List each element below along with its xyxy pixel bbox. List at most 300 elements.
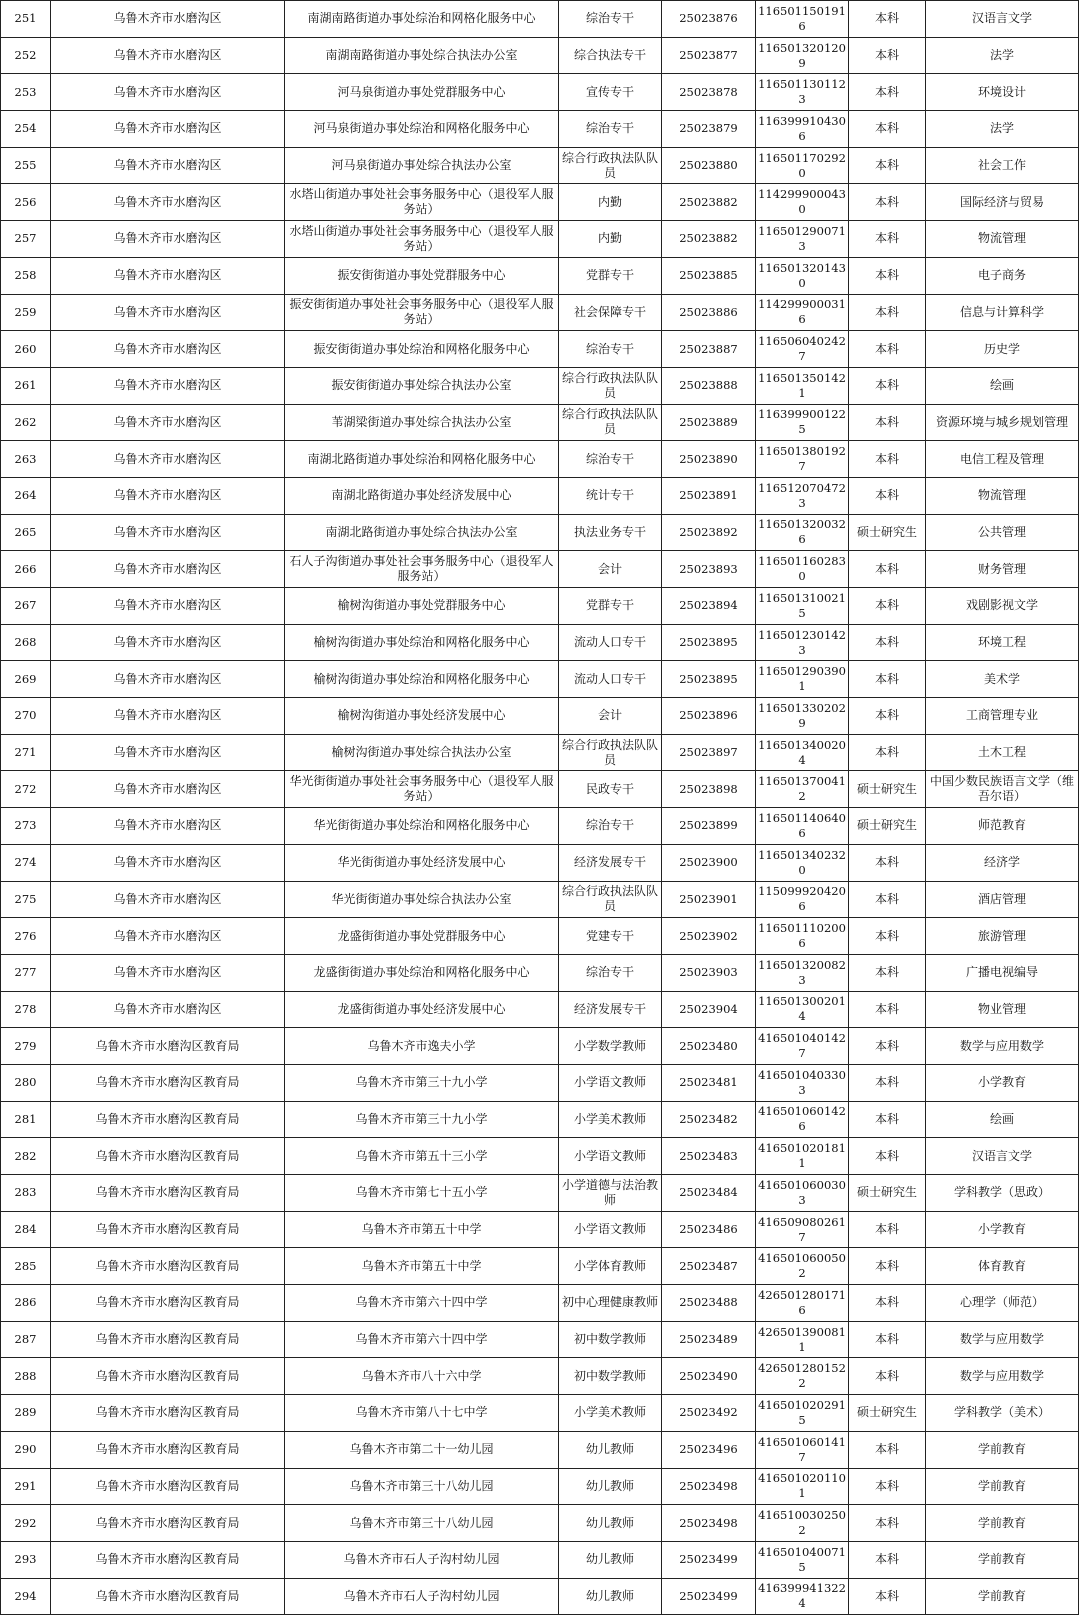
major-cell: 环境设计 (926, 74, 1079, 111)
major-cell: 信息与计算科学 (926, 294, 1079, 331)
education-cell: 本科 (849, 404, 926, 441)
employer-unit-cell: 乌鲁木齐市第三十九小学 (285, 1064, 559, 1101)
row-number-cell: 289 (1, 1395, 51, 1432)
position-cell: 小学美术教师 (559, 1101, 662, 1138)
ticket-number-cell: 4165100302502 (756, 1505, 849, 1542)
education-cell: 本科 (849, 1431, 926, 1468)
district-cell: 乌鲁木齐市水磨沟区 (51, 331, 285, 368)
ticket-number-cell: 1165013302029 (756, 698, 849, 735)
district-cell: 乌鲁木齐市水磨沟区 (51, 698, 285, 735)
employer-unit-cell: 华光街街道办事处综治和网格化服务中心 (285, 808, 559, 845)
ticket-number-cell: 1165013700412 (756, 771, 849, 808)
position-cell: 幼儿教师 (559, 1505, 662, 1542)
position-cell: 初中数学教师 (559, 1358, 662, 1395)
position-code-cell: 25023879 (662, 111, 756, 148)
table-row (1, 367, 1079, 404)
district-cell: 乌鲁木齐市水磨沟区教育局 (51, 1395, 285, 1432)
employer-unit-cell: 河马泉街道办事处综合执法办公室 (285, 147, 559, 184)
employer-unit-cell: 南湖北路街道办事处综治和网格化服务中心 (285, 441, 559, 478)
position-cell: 综治专干 (559, 808, 662, 845)
education-cell: 本科 (849, 221, 926, 258)
ticket-number-cell: 1165013400204 (756, 734, 849, 771)
employer-unit-cell: 华光街街道办事处经济发展中心 (285, 844, 559, 881)
education-cell: 本科 (849, 1468, 926, 1505)
table-row (1, 551, 1079, 588)
major-cell: 美术学 (926, 661, 1079, 698)
position-cell: 经济发展专干 (559, 844, 662, 881)
major-cell: 工商管理专业 (926, 698, 1079, 735)
employer-unit-cell: 南湖北路街道办事处经济发展中心 (285, 477, 559, 514)
major-cell: 学前教育 (926, 1468, 1079, 1505)
position-code-cell: 25023888 (662, 367, 756, 404)
district-cell: 乌鲁木齐市水磨沟区 (51, 991, 285, 1028)
ticket-number-cell: 1142999000430 (756, 184, 849, 221)
position-code-cell: 25023892 (662, 514, 756, 551)
education-cell: 本科 (849, 1505, 926, 1542)
major-cell: 小学教育 (926, 1064, 1079, 1101)
table-row (1, 1, 1079, 38)
major-cell: 物流管理 (926, 221, 1079, 258)
position-cell: 幼儿教师 (559, 1578, 662, 1615)
ticket-number-cell: 1165012900713 (756, 221, 849, 258)
ticket-number-cell: 4165010601426 (756, 1101, 849, 1138)
education-cell: 本科 (849, 1064, 926, 1101)
ticket-number-cell: 1165013100215 (756, 588, 849, 625)
ticket-number-cell: 1165011702920 (756, 147, 849, 184)
education-cell: 本科 (849, 184, 926, 221)
table-row (1, 1211, 1079, 1248)
education-cell: 本科 (849, 367, 926, 404)
education-cell: 本科 (849, 1028, 926, 1065)
major-cell: 学前教育 (926, 1505, 1079, 1542)
education-cell: 本科 (849, 37, 926, 74)
table-row (1, 1431, 1079, 1468)
ticket-number-cell: 1165060402427 (756, 331, 849, 368)
table-row (1, 1395, 1079, 1432)
district-cell: 乌鲁木齐市水磨沟区 (51, 441, 285, 478)
district-cell: 乌鲁木齐市水磨沟区教育局 (51, 1431, 285, 1468)
row-number-cell: 282 (1, 1138, 51, 1175)
table-row (1, 404, 1079, 441)
district-cell: 乌鲁木齐市水磨沟区教育局 (51, 1321, 285, 1358)
education-cell: 本科 (849, 954, 926, 991)
table-row (1, 257, 1079, 294)
table-row (1, 331, 1079, 368)
major-cell: 数学与应用数学 (926, 1028, 1079, 1065)
row-number-cell: 291 (1, 1468, 51, 1505)
education-cell: 本科 (849, 734, 926, 771)
position-cell: 小学体育教师 (559, 1248, 662, 1285)
district-cell: 乌鲁木齐市水磨沟区教育局 (51, 1578, 285, 1615)
table-row (1, 1175, 1079, 1212)
major-cell: 法学 (926, 111, 1079, 148)
district-cell: 乌鲁木齐市水磨沟区 (51, 257, 285, 294)
row-number-cell: 258 (1, 257, 51, 294)
position-code-cell: 25023483 (662, 1138, 756, 1175)
position-cell: 综合行政执法队队员 (559, 404, 662, 441)
table-row (1, 147, 1079, 184)
table-row (1, 918, 1079, 955)
major-cell: 学前教育 (926, 1431, 1079, 1468)
employer-unit-cell: 南湖南路街道办事处综合执法办公室 (285, 37, 559, 74)
district-cell: 乌鲁木齐市水磨沟区教育局 (51, 1211, 285, 1248)
major-cell: 资源环境与城乡规划管理 (926, 404, 1079, 441)
position-cell: 幼儿教师 (559, 1541, 662, 1578)
employer-unit-cell: 乌鲁木齐市第五十中学 (285, 1211, 559, 1248)
major-cell: 土木工程 (926, 734, 1079, 771)
position-code-cell: 25023900 (662, 844, 756, 881)
row-number-cell: 273 (1, 808, 51, 845)
ticket-number-cell: 1165013200823 (756, 954, 849, 991)
education-cell: 本科 (849, 844, 926, 881)
major-cell: 学科教学（美术） (926, 1395, 1079, 1432)
table-row (1, 1285, 1079, 1322)
district-cell: 乌鲁木齐市水磨沟区 (51, 74, 285, 111)
position-code-cell: 25023490 (662, 1358, 756, 1395)
position-cell: 综合行政执法队队员 (559, 147, 662, 184)
row-number-cell: 285 (1, 1248, 51, 1285)
district-cell: 乌鲁木齐市水磨沟区 (51, 294, 285, 331)
row-number-cell: 264 (1, 477, 51, 514)
district-cell: 乌鲁木齐市水磨沟区 (51, 514, 285, 551)
position-cell: 综合执法专干 (559, 37, 662, 74)
position-cell: 初中心理健康教师 (559, 1285, 662, 1322)
row-number-cell: 269 (1, 661, 51, 698)
position-code-cell: 25023877 (662, 37, 756, 74)
employer-unit-cell: 河马泉街道办事处综治和网格化服务中心 (285, 111, 559, 148)
table-row (1, 1064, 1079, 1101)
row-number-cell: 284 (1, 1211, 51, 1248)
employer-unit-cell: 乌鲁木齐市第三十八幼儿园 (285, 1505, 559, 1542)
employer-unit-cell: 榆树沟街道办事处综治和网格化服务中心 (285, 624, 559, 661)
position-code-cell: 25023882 (662, 184, 756, 221)
table-row (1, 74, 1079, 111)
district-cell: 乌鲁木齐市水磨沟区教育局 (51, 1468, 285, 1505)
ticket-number-cell: 1165012301423 (756, 624, 849, 661)
position-cell: 流动人口专干 (559, 661, 662, 698)
table-row (1, 881, 1079, 918)
ticket-number-cell: 4165010201811 (756, 1138, 849, 1175)
row-number-cell: 255 (1, 147, 51, 184)
major-cell: 学科教学（思政） (926, 1175, 1079, 1212)
education-cell: 硕士研究生 (849, 771, 926, 808)
position-code-cell: 25023481 (662, 1064, 756, 1101)
ticket-number-cell: 4165010201101 (756, 1468, 849, 1505)
position-code-cell: 25023903 (662, 954, 756, 991)
position-code-cell: 25023895 (662, 624, 756, 661)
major-cell: 经济学 (926, 844, 1079, 881)
major-cell: 旅游管理 (926, 918, 1079, 955)
employer-unit-cell: 乌鲁木齐市逸夫小学 (285, 1028, 559, 1065)
major-cell: 电信工程及管理 (926, 441, 1079, 478)
district-cell: 乌鲁木齐市水磨沟区教育局 (51, 1358, 285, 1395)
row-number-cell: 266 (1, 551, 51, 588)
ticket-number-cell: 1142999000316 (756, 294, 849, 331)
table-row (1, 1248, 1079, 1285)
employer-unit-cell: 水塔山街道办事处社会事务服务中心（退役军人服务站） (285, 221, 559, 258)
row-number-cell: 287 (1, 1321, 51, 1358)
position-cell: 会计 (559, 698, 662, 735)
ticket-number-cell: 1165011102006 (756, 918, 849, 955)
position-cell: 综合行政执法队队员 (559, 367, 662, 404)
row-number-cell: 286 (1, 1285, 51, 1322)
employer-unit-cell: 龙盛街街道办事处综治和网格化服务中心 (285, 954, 559, 991)
position-code-cell: 25023487 (662, 1248, 756, 1285)
table-row (1, 1505, 1079, 1542)
district-cell: 乌鲁木齐市水磨沟区 (51, 404, 285, 441)
position-cell: 幼儿教师 (559, 1468, 662, 1505)
position-code-cell: 25023498 (662, 1468, 756, 1505)
district-cell: 乌鲁木齐市水磨沟区 (51, 624, 285, 661)
row-number-cell: 265 (1, 514, 51, 551)
position-cell: 小学语文教师 (559, 1138, 662, 1175)
employer-unit-cell: 南湖北路街道办事处综合执法办公室 (285, 514, 559, 551)
major-cell: 中国少数民族语言文学（维吾尔语） (926, 771, 1079, 808)
employer-unit-cell: 华光街街道办事处综合执法办公室 (285, 881, 559, 918)
district-cell: 乌鲁木齐市水磨沟区 (51, 734, 285, 771)
row-number-cell: 260 (1, 331, 51, 368)
table-row (1, 1138, 1079, 1175)
major-cell: 数学与应用数学 (926, 1321, 1079, 1358)
position-cell: 社会保障专干 (559, 294, 662, 331)
district-cell: 乌鲁木齐市水磨沟区 (51, 918, 285, 955)
district-cell: 乌鲁木齐市水磨沟区 (51, 477, 285, 514)
table-body (1, 1, 1079, 1615)
ticket-number-cell: 4163999413224 (756, 1578, 849, 1615)
education-cell: 本科 (849, 918, 926, 955)
table-row (1, 1578, 1079, 1615)
education-cell: 本科 (849, 1, 926, 38)
row-number-cell: 271 (1, 734, 51, 771)
major-cell: 广播电视编导 (926, 954, 1079, 991)
ticket-number-cell: 4165010400715 (756, 1541, 849, 1578)
district-cell: 乌鲁木齐市水磨沟区 (51, 771, 285, 808)
employer-unit-cell: 乌鲁木齐市第六十四中学 (285, 1285, 559, 1322)
position-cell: 内勤 (559, 184, 662, 221)
row-number-cell: 272 (1, 771, 51, 808)
position-code-cell: 25023498 (662, 1505, 756, 1542)
district-cell: 乌鲁木齐市水磨沟区 (51, 1, 285, 38)
district-cell: 乌鲁木齐市水磨沟区 (51, 367, 285, 404)
district-cell: 乌鲁木齐市水磨沟区 (51, 588, 285, 625)
major-cell: 电子商务 (926, 257, 1079, 294)
major-cell: 师范教育 (926, 808, 1079, 845)
position-code-cell: 25023904 (662, 991, 756, 1028)
district-cell: 乌鲁木齐市水磨沟区教育局 (51, 1101, 285, 1138)
position-cell: 党群专干 (559, 257, 662, 294)
table-row (1, 624, 1079, 661)
district-cell: 乌鲁木齐市水磨沟区教育局 (51, 1064, 285, 1101)
education-cell: 本科 (849, 147, 926, 184)
row-number-cell: 253 (1, 74, 51, 111)
ticket-number-cell: 1165013002014 (756, 991, 849, 1028)
ticket-number-cell: 4165010601417 (756, 1431, 849, 1468)
table-row (1, 1321, 1079, 1358)
table-row (1, 1468, 1079, 1505)
district-cell: 乌鲁木齐市水磨沟区 (51, 661, 285, 698)
row-number-cell: 262 (1, 404, 51, 441)
ticket-number-cell: 1165011301123 (756, 74, 849, 111)
position-code-cell: 25023492 (662, 1395, 756, 1432)
major-cell: 绘画 (926, 367, 1079, 404)
table-row (1, 588, 1079, 625)
education-cell: 本科 (849, 1578, 926, 1615)
major-cell: 国际经济与贸易 (926, 184, 1079, 221)
major-cell: 历史学 (926, 331, 1079, 368)
major-cell: 物业管理 (926, 991, 1079, 1028)
position-code-cell: 25023896 (662, 698, 756, 735)
row-number-cell: 254 (1, 111, 51, 148)
table-row (1, 844, 1079, 881)
position-cell: 小学语文教师 (559, 1211, 662, 1248)
position-cell: 小学语文教师 (559, 1064, 662, 1101)
row-number-cell: 252 (1, 37, 51, 74)
table-row (1, 1358, 1079, 1395)
major-cell: 汉语言文学 (926, 1, 1079, 38)
table-row (1, 294, 1079, 331)
employer-unit-cell: 华光街街道办事处社会事务服务中心（退役军人服务站） (285, 771, 559, 808)
position-code-cell: 25023882 (662, 221, 756, 258)
position-code-cell: 25023876 (662, 1, 756, 38)
major-cell: 物流管理 (926, 477, 1079, 514)
position-code-cell: 25023902 (662, 918, 756, 955)
position-cell: 综合行政执法队队员 (559, 734, 662, 771)
employer-unit-cell: 榆树沟街道办事处综合执法办公室 (285, 734, 559, 771)
education-cell: 本科 (849, 1101, 926, 1138)
position-cell: 综治专干 (559, 331, 662, 368)
position-code-cell: 25023496 (662, 1431, 756, 1468)
row-number-cell: 279 (1, 1028, 51, 1065)
position-code-cell: 25023499 (662, 1541, 756, 1578)
position-code-cell: 25023484 (662, 1175, 756, 1212)
table-row (1, 1541, 1079, 1578)
table-row (1, 808, 1079, 845)
district-cell: 乌鲁木齐市水磨沟区 (51, 844, 285, 881)
education-cell: 本科 (849, 331, 926, 368)
table-row (1, 514, 1079, 551)
position-cell: 幼儿教师 (559, 1431, 662, 1468)
employer-unit-cell: 乌鲁木齐市第五十三小学 (285, 1138, 559, 1175)
position-code-cell: 25023890 (662, 441, 756, 478)
position-code-cell: 25023885 (662, 257, 756, 294)
ticket-number-cell: 1165120704723 (756, 477, 849, 514)
education-cell: 本科 (849, 1211, 926, 1248)
position-cell: 综治专干 (559, 111, 662, 148)
row-number-cell: 275 (1, 881, 51, 918)
employer-unit-cell: 乌鲁木齐市石人子沟村幼儿园 (285, 1541, 559, 1578)
position-cell: 综治专干 (559, 441, 662, 478)
education-cell: 本科 (849, 1285, 926, 1322)
position-cell: 经济发展专干 (559, 991, 662, 1028)
position-cell: 执法业务专干 (559, 514, 662, 551)
employer-unit-cell: 乌鲁木齐市第五十中学 (285, 1248, 559, 1285)
district-cell: 乌鲁木齐市水磨沟区 (51, 111, 285, 148)
education-cell: 本科 (849, 1358, 926, 1395)
position-code-cell: 25023891 (662, 477, 756, 514)
position-code-cell: 25023482 (662, 1101, 756, 1138)
position-cell: 统计专干 (559, 477, 662, 514)
position-code-cell: 25023893 (662, 551, 756, 588)
position-code-cell: 25023480 (662, 1028, 756, 1065)
employer-unit-cell: 石人子沟街道办事处社会事务服务中心（退役军人服务站） (285, 551, 559, 588)
district-cell: 乌鲁木齐市水磨沟区 (51, 881, 285, 918)
position-cell: 党群专干 (559, 588, 662, 625)
district-cell: 乌鲁木齐市水磨沟区教育局 (51, 1285, 285, 1322)
row-number-cell: 256 (1, 184, 51, 221)
row-number-cell: 274 (1, 844, 51, 881)
position-code-cell: 25023901 (662, 881, 756, 918)
row-number-cell: 294 (1, 1578, 51, 1615)
education-cell: 本科 (849, 661, 926, 698)
major-cell: 戏剧影视文学 (926, 588, 1079, 625)
district-cell: 乌鲁木齐市水磨沟区 (51, 37, 285, 74)
major-cell: 法学 (926, 37, 1079, 74)
row-number-cell: 293 (1, 1541, 51, 1578)
ticket-number-cell: 1165013801927 (756, 441, 849, 478)
position-cell: 内勤 (559, 221, 662, 258)
ticket-number-cell: 4165090802617 (756, 1211, 849, 1248)
ticket-number-cell: 1163999001225 (756, 404, 849, 441)
employer-unit-cell: 乌鲁木齐市第二十一幼儿园 (285, 1431, 559, 1468)
education-cell: 本科 (849, 257, 926, 294)
row-number-cell: 281 (1, 1101, 51, 1138)
major-cell: 酒店管理 (926, 881, 1079, 918)
ticket-number-cell: 4165010403303 (756, 1064, 849, 1101)
employer-unit-cell: 榆树沟街道办事处党群服务中心 (285, 588, 559, 625)
ticket-number-cell: 1165012903901 (756, 661, 849, 698)
position-code-cell: 25023894 (662, 588, 756, 625)
education-cell: 本科 (849, 1541, 926, 1578)
district-cell: 乌鲁木齐市水磨沟区 (51, 147, 285, 184)
employer-unit-cell: 苇湖梁街道办事处综合执法办公室 (285, 404, 559, 441)
ticket-number-cell: 4165010600303 (756, 1175, 849, 1212)
employer-unit-cell: 龙盛街街道办事处经济发展中心 (285, 991, 559, 1028)
row-number-cell: 283 (1, 1175, 51, 1212)
position-code-cell: 25023489 (662, 1321, 756, 1358)
district-cell: 乌鲁木齐市水磨沟区教育局 (51, 1505, 285, 1542)
employer-unit-cell: 乌鲁木齐市八十六中学 (285, 1358, 559, 1395)
education-cell: 本科 (849, 294, 926, 331)
position-code-cell: 25023886 (662, 294, 756, 331)
employer-unit-cell: 振安街街道办事处党群服务中心 (285, 257, 559, 294)
district-cell: 乌鲁木齐市水磨沟区 (51, 221, 285, 258)
ticket-number-cell: 4265012801716 (756, 1285, 849, 1322)
table-row (1, 111, 1079, 148)
education-cell: 硕士研究生 (849, 514, 926, 551)
education-cell: 本科 (849, 74, 926, 111)
employer-unit-cell: 振安街街道办事处社会事务服务中心（退役军人服务站） (285, 294, 559, 331)
employer-unit-cell: 河马泉街道办事处党群服务中心 (285, 74, 559, 111)
table-row (1, 477, 1079, 514)
position-cell: 民政专干 (559, 771, 662, 808)
table-row (1, 771, 1079, 808)
major-cell: 环境工程 (926, 624, 1079, 661)
row-number-cell: 251 (1, 1, 51, 38)
table-row (1, 661, 1079, 698)
position-code-cell: 25023898 (662, 771, 756, 808)
major-cell: 财务管理 (926, 551, 1079, 588)
table-row (1, 184, 1079, 221)
education-cell: 本科 (849, 991, 926, 1028)
education-cell: 本科 (849, 441, 926, 478)
row-number-cell: 257 (1, 221, 51, 258)
education-cell: 本科 (849, 1138, 926, 1175)
row-number-cell: 280 (1, 1064, 51, 1101)
employer-unit-cell: 乌鲁木齐市石人子沟村幼儿园 (285, 1578, 559, 1615)
position-cell: 小学数学教师 (559, 1028, 662, 1065)
row-number-cell: 278 (1, 991, 51, 1028)
position-code-cell: 25023899 (662, 808, 756, 845)
